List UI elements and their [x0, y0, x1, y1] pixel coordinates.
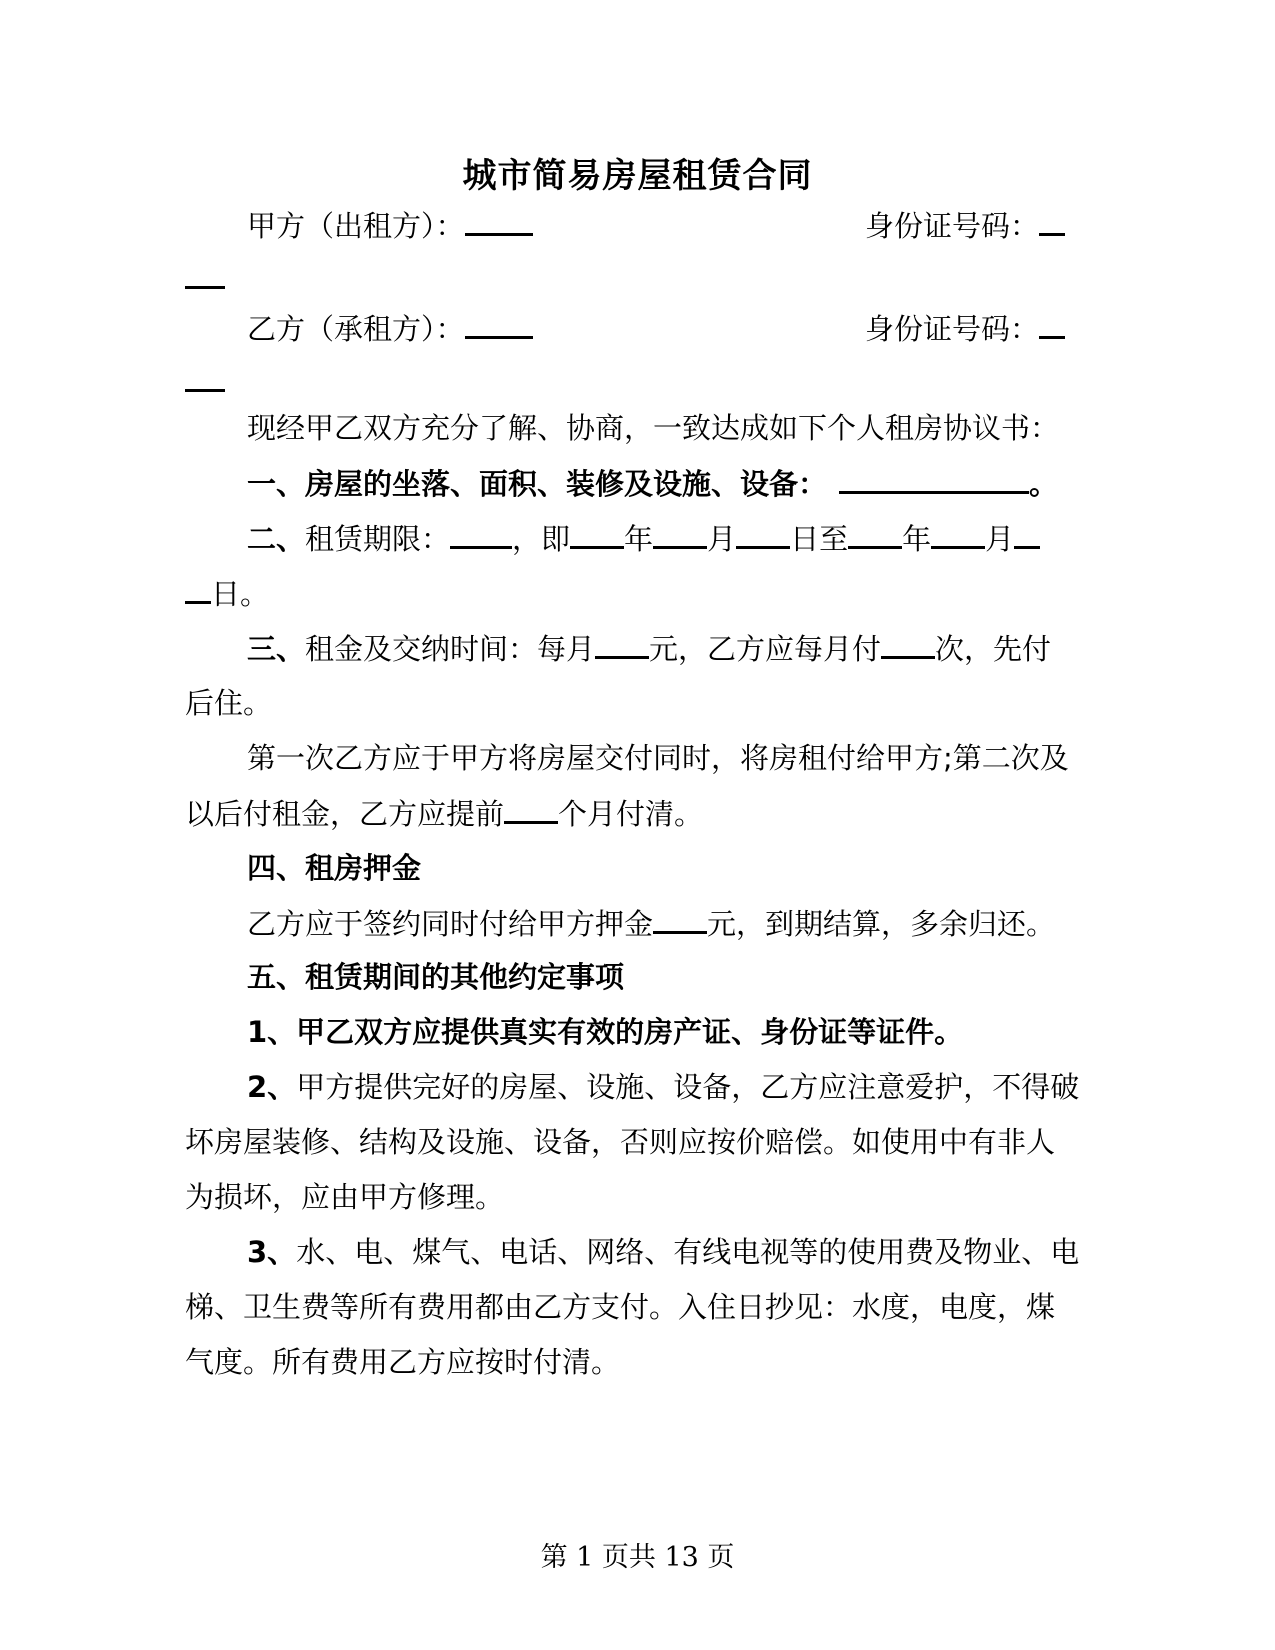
day-to-label: 日至 — [790, 522, 849, 556]
deposit-text-b: 元，到期结算，多余归还。 — [707, 907, 1056, 941]
section-2-number: 二、 — [247, 522, 306, 556]
start-day-blank — [736, 518, 790, 549]
party-b-label: 乙方（承租方）： — [247, 312, 465, 346]
party-a-id-blank-cont — [185, 258, 225, 289]
clause-3-line-3: 气度。所有费用乙方应按时付清。 — [185, 1345, 621, 1379]
party-b-id-line — [865, 308, 1065, 349]
clause-2-line-1 — [247, 1067, 1079, 1107]
first-payment-line-2 — [185, 793, 703, 834]
clause-3-line-2: 梯、卫生费等所有费用都由乙方支付。入住日抄见：水度，电度，煤 — [185, 1290, 1056, 1324]
section-3-continue: 后住。 — [185, 686, 273, 720]
monthly-rent-blank — [595, 628, 649, 659]
section-2 — [247, 518, 1040, 559]
clause-2-line-3: 为损坏，应由甲方修理。 — [185, 1180, 505, 1214]
clause-2-text: 甲方提供完好的房屋、设施、设备，乙方应注意爱护，不得破 — [296, 1070, 1080, 1104]
section-5-title: 五、租赁期间的其他约定事项 — [247, 960, 625, 994]
section-1-blank — [839, 463, 1029, 494]
section-1-title: 一、房屋的坐落、面积、装修及设施、设备： — [247, 467, 828, 501]
section-3-number: 三、 — [247, 632, 306, 666]
section-1-end: 。 — [1029, 467, 1059, 501]
party-a-id-continue — [185, 258, 225, 299]
section-3-text-b: 元，乙方应每月付 — [649, 632, 882, 666]
clause-2-number: 2、 — [247, 1070, 297, 1104]
section-2-ji: ，即 — [512, 522, 571, 556]
party-b-id-continue — [185, 361, 225, 402]
section-3 — [247, 628, 1051, 669]
party-b-line — [247, 308, 533, 349]
section-2-text: 租赁期限： — [305, 522, 451, 556]
intro-paragraph: 现经甲乙双方充分了解、协商，一致达成如下个人租房协议书： — [247, 411, 1060, 445]
day-end-label: 日。 — [211, 577, 270, 611]
section-3-text-a: 租金及交纳时间：每月 — [305, 632, 596, 666]
first-payment-text-b: 个月付清。 — [558, 797, 704, 831]
document-title: 城市简易房屋租赁合同 — [462, 156, 813, 196]
month-label: 月 — [985, 522, 1015, 556]
section-4-text — [247, 903, 1055, 944]
end-day-blank — [1014, 518, 1040, 549]
end-year-blank — [848, 518, 902, 549]
section-3-text-c: 次，先付 — [935, 632, 1052, 666]
party-a-id-line — [865, 205, 1065, 246]
year-label: 年 — [902, 522, 932, 556]
deposit-text-a: 乙方应于签约同时付给甲方押金 — [247, 907, 654, 941]
party-a-id-label: 身份证号码： — [865, 209, 1040, 243]
first-payment-text-a: 以后付租金，乙方应提前 — [185, 797, 505, 831]
section-4-title: 四、租房押金 — [247, 851, 422, 885]
clause-3-number: 3、 — [247, 1235, 297, 1269]
party-b-blank — [465, 308, 533, 339]
year-label: 年 — [624, 522, 654, 556]
end-day-blank-cont — [185, 573, 211, 604]
party-b-id-label: 身份证号码： — [865, 312, 1040, 346]
party-b-id-blank — [1039, 308, 1065, 339]
payment-count-blank — [881, 628, 935, 659]
clause-1: 1、甲乙双方应提供真实有效的房产证、身份证等证件。 — [247, 1015, 964, 1049]
start-month-blank — [653, 518, 707, 549]
party-a-blank — [465, 205, 533, 236]
first-payment-line-1: 第一次乙方应于甲方将房屋交付同时，将房租付给甲方;第二次及 — [247, 741, 1069, 775]
end-month-blank — [931, 518, 985, 549]
page-footer: 第 1 页共 13 页 — [540, 1542, 735, 1573]
start-year-blank — [570, 518, 624, 549]
advance-months-blank — [504, 793, 558, 824]
section-2-continue — [185, 573, 269, 614]
deposit-blank — [653, 903, 707, 934]
month-label: 月 — [707, 522, 737, 556]
lease-term-blank — [450, 518, 512, 549]
party-a-label: 甲方（出租方）： — [247, 209, 465, 243]
party-a-line — [247, 205, 533, 246]
clause-3-text: 水、电、煤气、电话、网络、有线电视等的使用费及物业、电 — [296, 1235, 1080, 1269]
clause-3-line-1 — [247, 1232, 1079, 1272]
party-a-id-blank — [1039, 205, 1065, 236]
party-b-id-blank-cont — [185, 361, 225, 392]
clause-2-line-2: 坏房屋装修、结构及设施、设备，否则应按价赔偿。如使用中有非人 — [185, 1125, 1056, 1159]
section-1 — [247, 463, 1058, 504]
